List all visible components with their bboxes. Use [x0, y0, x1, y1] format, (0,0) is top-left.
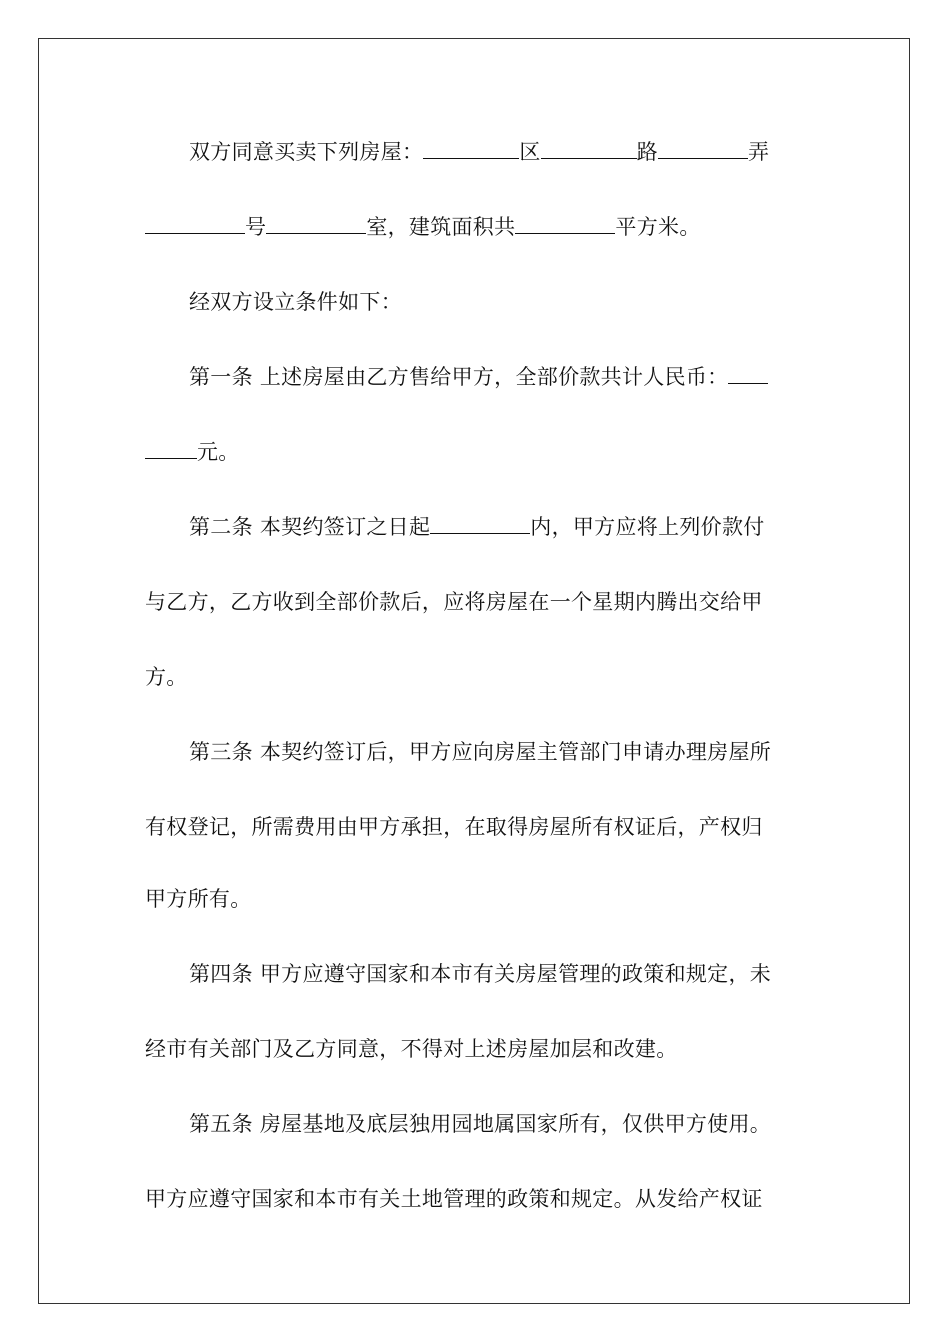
article-1-line-2	[145, 437, 810, 467]
article-4-line-2: 经市有关部门及乙方同意，不得对上述房屋加层和改建。	[145, 1037, 678, 1061]
currency-unit: 元。	[197, 440, 240, 464]
article-4-line-1: 第四条 甲方应遵守国家和本市有关房屋管理的政策和规定，未	[189, 962, 772, 986]
price-blank-end	[145, 440, 197, 459]
area-blank	[515, 215, 615, 234]
article-2-text-b: 内，甲方应将上列价款付	[530, 515, 765, 539]
article-3-line-1: 第三条 本契约签订后，甲方应向房屋主管部门申请办理房屋所	[189, 740, 772, 764]
article-3-line-3: 甲方所有。	[145, 887, 252, 911]
property-location-line	[189, 137, 810, 167]
area-unit: 平方米。	[615, 215, 701, 239]
lane-label: 弄	[747, 140, 770, 164]
article-2-text-a: 第二条 本契约签订之日起	[189, 515, 431, 539]
article-3-line-2: 有权登记，所需费用由甲方承担，在取得房屋所有权证后，产权归	[145, 815, 763, 839]
article-5-line-1: 第五条 房屋基地及底层独用园地属国家所有，仅供甲方使用。	[189, 1112, 772, 1136]
area-text: 室，建筑面积共	[366, 215, 516, 239]
intro-text: 双方同意买卖下列房屋：	[189, 140, 424, 164]
article-5-line-2: 甲方应遵守国家和本市有关土地管理的政策和规定。从发给产权证	[145, 1187, 763, 1211]
number-blank	[145, 215, 245, 234]
article-2-line-1	[189, 512, 810, 542]
property-number-line	[145, 212, 810, 242]
district-blank	[423, 140, 519, 159]
payment-period-blank	[430, 515, 530, 534]
lane-blank	[658, 140, 748, 159]
road-blank	[541, 140, 637, 159]
number-label: 号	[245, 215, 267, 239]
room-blank	[266, 215, 366, 234]
article-2-line-3: 方。	[145, 665, 188, 689]
article-1-line-1	[189, 362, 810, 392]
price-blank-start	[728, 365, 768, 384]
district-label: 区	[519, 140, 541, 164]
conditions-intro: 经双方设立条件如下：	[189, 290, 402, 314]
article-1-text: 第一条 上述房屋由乙方售给甲方，全部价款共计人民币：	[189, 365, 729, 389]
road-label: 路	[636, 140, 658, 164]
article-2-line-2: 与乙方，乙方收到全部价款后，应将房屋在一个星期内腾出交给甲	[145, 590, 763, 614]
